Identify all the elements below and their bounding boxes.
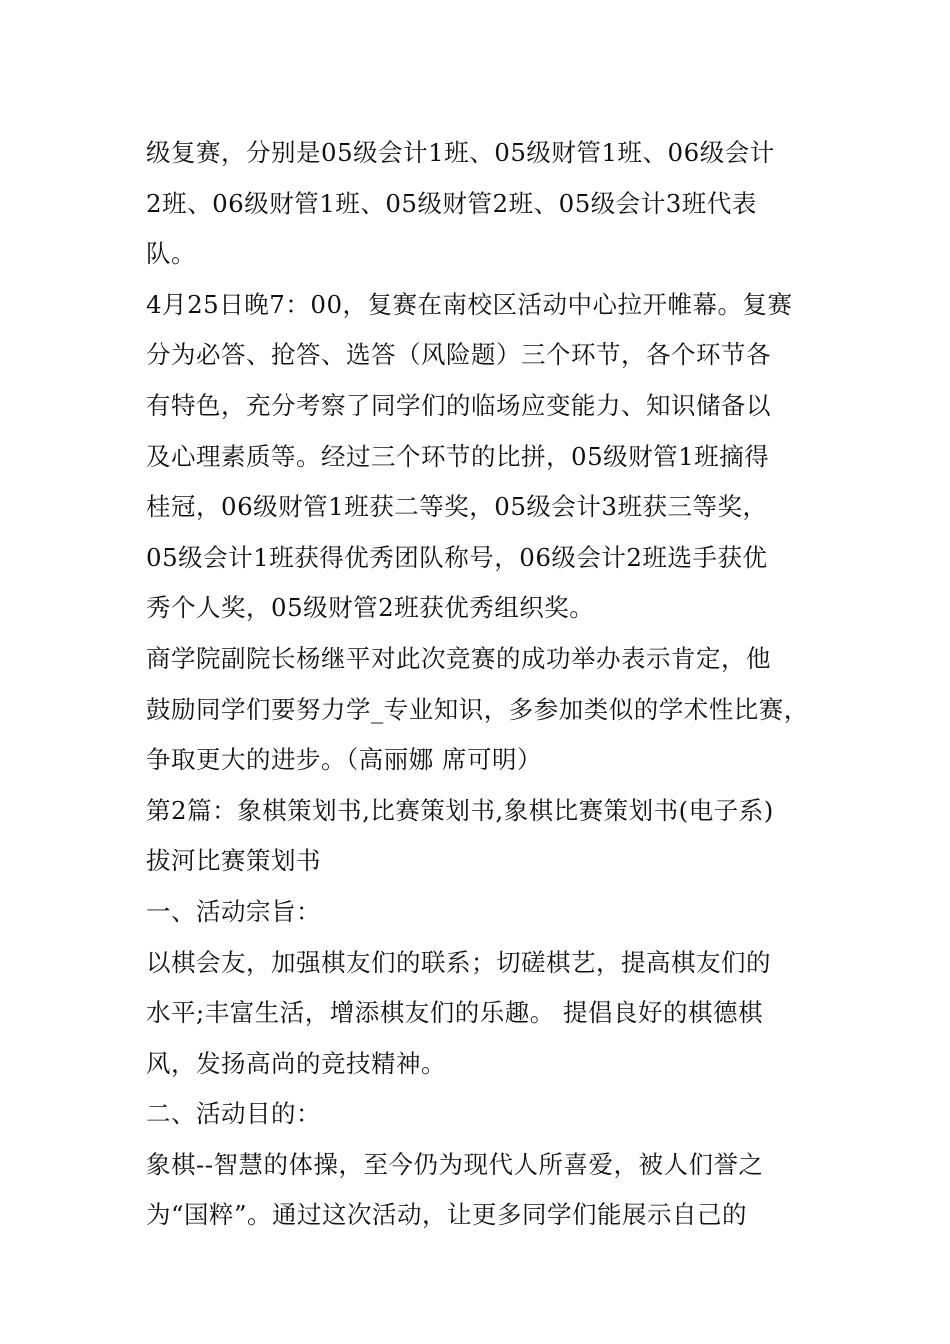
text-line: 商学院副院长杨继平对此次竞赛的成功举办表示肯定，他 (146, 643, 771, 673)
text-line: 4月25日晚7：00，复赛在南校区活动中心拉开帷幕。复赛 (146, 289, 793, 319)
section-heading: 二、活动目的： (146, 1099, 321, 1129)
text-line: 象棋--智慧的体操，至今仍为现代人所喜爱，被人们誉之 (146, 1149, 764, 1179)
text-line: 分为必答、抢答、选答（风险题）三个环节，各个环节各 (146, 340, 771, 370)
text-line: 风，发扬高尚的竞技精神。 (146, 1048, 446, 1078)
document-body (146, 128, 826, 1241)
text-line: 有特色，充分考察了同学们的临场应变能力、知识储备以 (146, 390, 771, 420)
text-line: 及心理素质等。经过三个环节的比拼，05级财管1班摘得 (146, 441, 770, 471)
text-line: 级复赛，分别是05级会计1班、05级财管1班、06级会计 (146, 138, 775, 167)
text-line: 桂冠，06级财管1班获二等奖，05级会计3班获三等奖， (146, 492, 768, 522)
text-line: 争取更大的进步。（高丽娜 席可明） (146, 745, 543, 775)
text-line: 05级会计1班获得优秀团队称号，06级会计2班选手获优 (146, 542, 768, 572)
text-line: 水平;丰富生活，增添棋友们的乐趣。 提倡良好的棋德棋 (146, 998, 764, 1028)
section-heading: 拔河比赛策划书 (146, 846, 321, 876)
text-line: 以棋会友，加强棋友们的联系；切磋棋艺，提高棋友们的 (146, 947, 771, 977)
section-heading: 一、活动宗旨： (146, 896, 321, 926)
text-line: 为“国粹”。通过这次活动，让更多同学们能展示自己的 (146, 1200, 748, 1230)
text-line: 秀个人奖，05级财管2班获优秀组织奖。 (146, 593, 595, 623)
text-line: 2班、06级财管1班、05级财管2班、05级会计3班代表 (146, 188, 757, 218)
text-line: 队。 (146, 239, 196, 269)
section-heading: 第2篇：象棋策划书,比赛策划书,象棋比赛策划书(电子系) (146, 795, 774, 825)
text-line: 鼓励同学们要努力学_专业知识，多参加类似的学术性比赛， (146, 694, 809, 724)
